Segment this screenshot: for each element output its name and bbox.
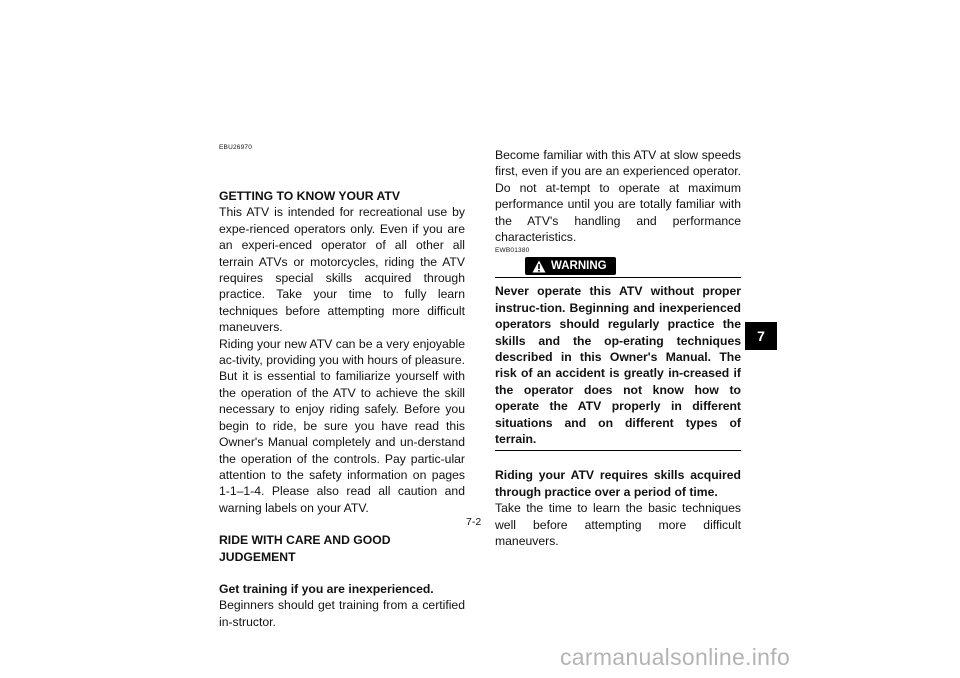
warning-badge xyxy=(525,257,616,275)
section-code: EBU26970 xyxy=(219,144,253,151)
familiarize-paragraph: Become familiar with this ATV at slow speeds first, even if you are an experienced operator. Do not at-tempt to operate at maximum performance until you are totally familiar with the ATV's handling and performance characteristics. xyxy=(495,148,741,245)
subsection-heading: RIDE WITH CARE AND GOOD JUDGEMENT xyxy=(219,533,391,564)
warning-code: EWB01380 xyxy=(495,247,530,255)
warning-top-rule xyxy=(495,277,741,278)
warning-bottom-rule xyxy=(495,450,741,451)
training-paragraph: Beginners should get training from a certified in-structor. xyxy=(219,598,465,629)
chapter-tab: 7 xyxy=(745,322,777,350)
intro-paragraph: This ATV is intended for recreational use by expe-rienced operators only. Even if you are an experi-enced operator of all other all terrain ATVs or motorcycles, riding the ATV requires special skills acquired through practice. Take your time to fully learn techniques before attempting more difficult maneuvers. xyxy=(219,205,465,335)
section-heading: GETTING TO KNOW YOUR ATV xyxy=(219,189,401,203)
watermark: carmanualsonline.info xyxy=(560,644,791,670)
training-heading: Get training if you are inexperienced. xyxy=(219,581,434,596)
page-number: 7-2 xyxy=(466,516,482,528)
warning-box xyxy=(495,257,741,451)
warning-label: WARNING xyxy=(551,260,607,273)
right-column xyxy=(495,147,741,549)
warning-triangle-icon xyxy=(532,260,546,273)
skills-heading: Riding your ATV requires skills acquired through practice over a period of time. xyxy=(495,468,741,499)
warning-text: Never operate this ATV without proper instruc-tion. Beginning and inexperienced operators should regularly practice the skills and the op-erating techniques described in this Owner's Manual. The risk of an accident is greatly in-creased if the operator does not know how to operate the ATV properly in different situations and on different types of terrain. xyxy=(495,284,741,446)
left-column xyxy=(219,144,465,630)
techniques-paragraph: Take the time to learn the basic techniques well before attempting more difficult maneuvers. xyxy=(495,501,741,549)
enjoyment-paragraph: Riding your new ATV can be a very enjoyable ac-tivity, providing you with hours of pleasure. But it is essential to familiarize yourself with the operation of the ATV to achieve the skill necessary to enjoy riding safely. Before you begin to ride, be sure you have read this Owner's Manual completely and un-derstand the operation of the controls. Pay partic-ular attention to the safety information on pages 1-1–1-4. Please also read all caution and warning labels on your ATV. xyxy=(219,336,465,515)
